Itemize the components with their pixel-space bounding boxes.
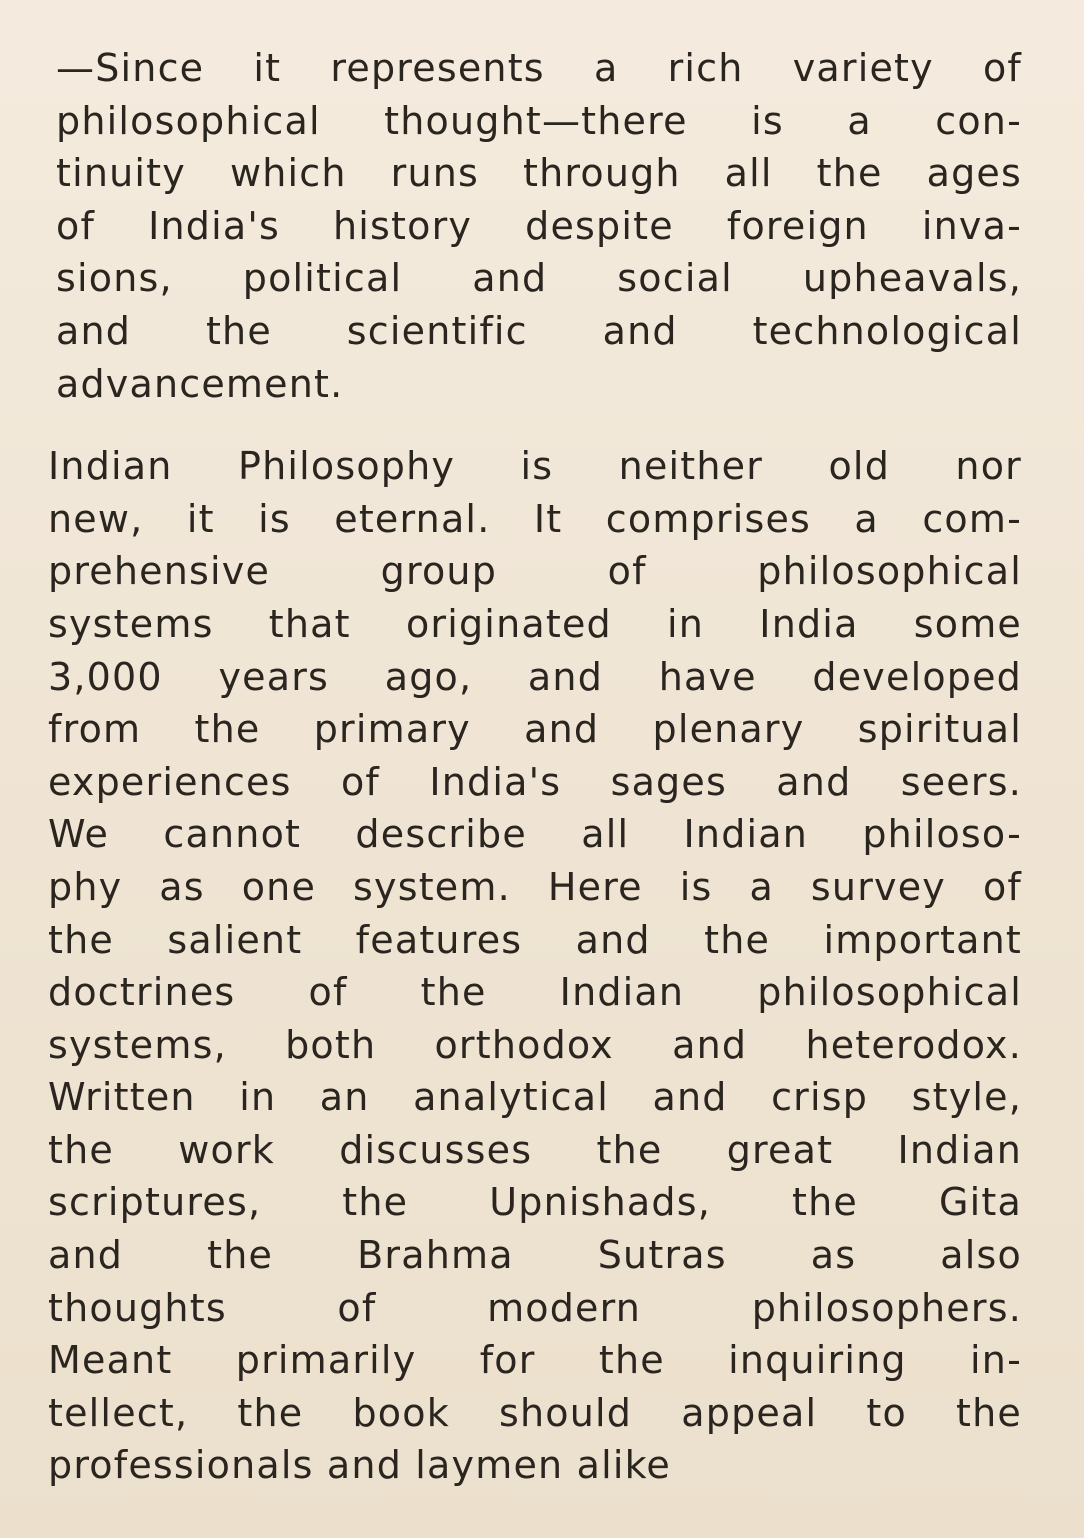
text-line: 3,000 years ago, and have developed [48,654,1022,699]
text-line: We cannot describe all Indian philoso- [48,812,1022,857]
text-line: and the Brahma Sutras as also [48,1233,1022,1278]
text-line: scriptures, the Upnishads, the Gita [48,1180,1022,1225]
text-line: sions, political and social upheavals, [56,256,1022,301]
text-line: —Since it represents a rich variety of [56,46,1022,90]
text-line: phy as one system. Here is a survey of [48,864,1022,909]
text-line: new, it is eternal. It comprises a com- [48,496,1022,541]
text-line: professionals and laymen alike [48,1443,672,1488]
text-line: Indian Philosophy is neither old nor [48,444,1022,489]
text-line: prehensive group of philosophical [48,549,1022,594]
text-line: advancement. [56,361,344,406]
text-line: systems, both orthodox and heterodox. [48,1022,1022,1067]
text-line: the salient features and the important [48,917,1022,962]
text-line: systems that originated in India some [48,601,1022,646]
text-line: from the primary and plenary spiritual [48,707,1022,752]
text-line: thoughts of modern philosophers. [48,1285,1022,1330]
text-line: Meant primarily for the inquiring in- [48,1338,1022,1383]
text-line: Written in an analytical and crisp style, [48,1075,1022,1120]
paragraph-continuity [48,42,1022,410]
text-line: and the scientific and technological [56,308,1022,353]
text-line: doctrines of the Indian philosophical [48,970,1022,1015]
text-line: of India's history despite foreign inva- [56,203,1022,248]
text-line: experiences of India's sages and seers. [48,759,1022,804]
text-line: the work discusses the great Indian [48,1127,1022,1172]
text-line: philosophical thought—there is a con- [56,98,1022,143]
text-line: tellect, the book should appeal to the [48,1390,1022,1435]
text-line: tinuity which runs through all the ages [56,151,1022,196]
paragraph-indian-philosophy [48,440,1022,1492]
